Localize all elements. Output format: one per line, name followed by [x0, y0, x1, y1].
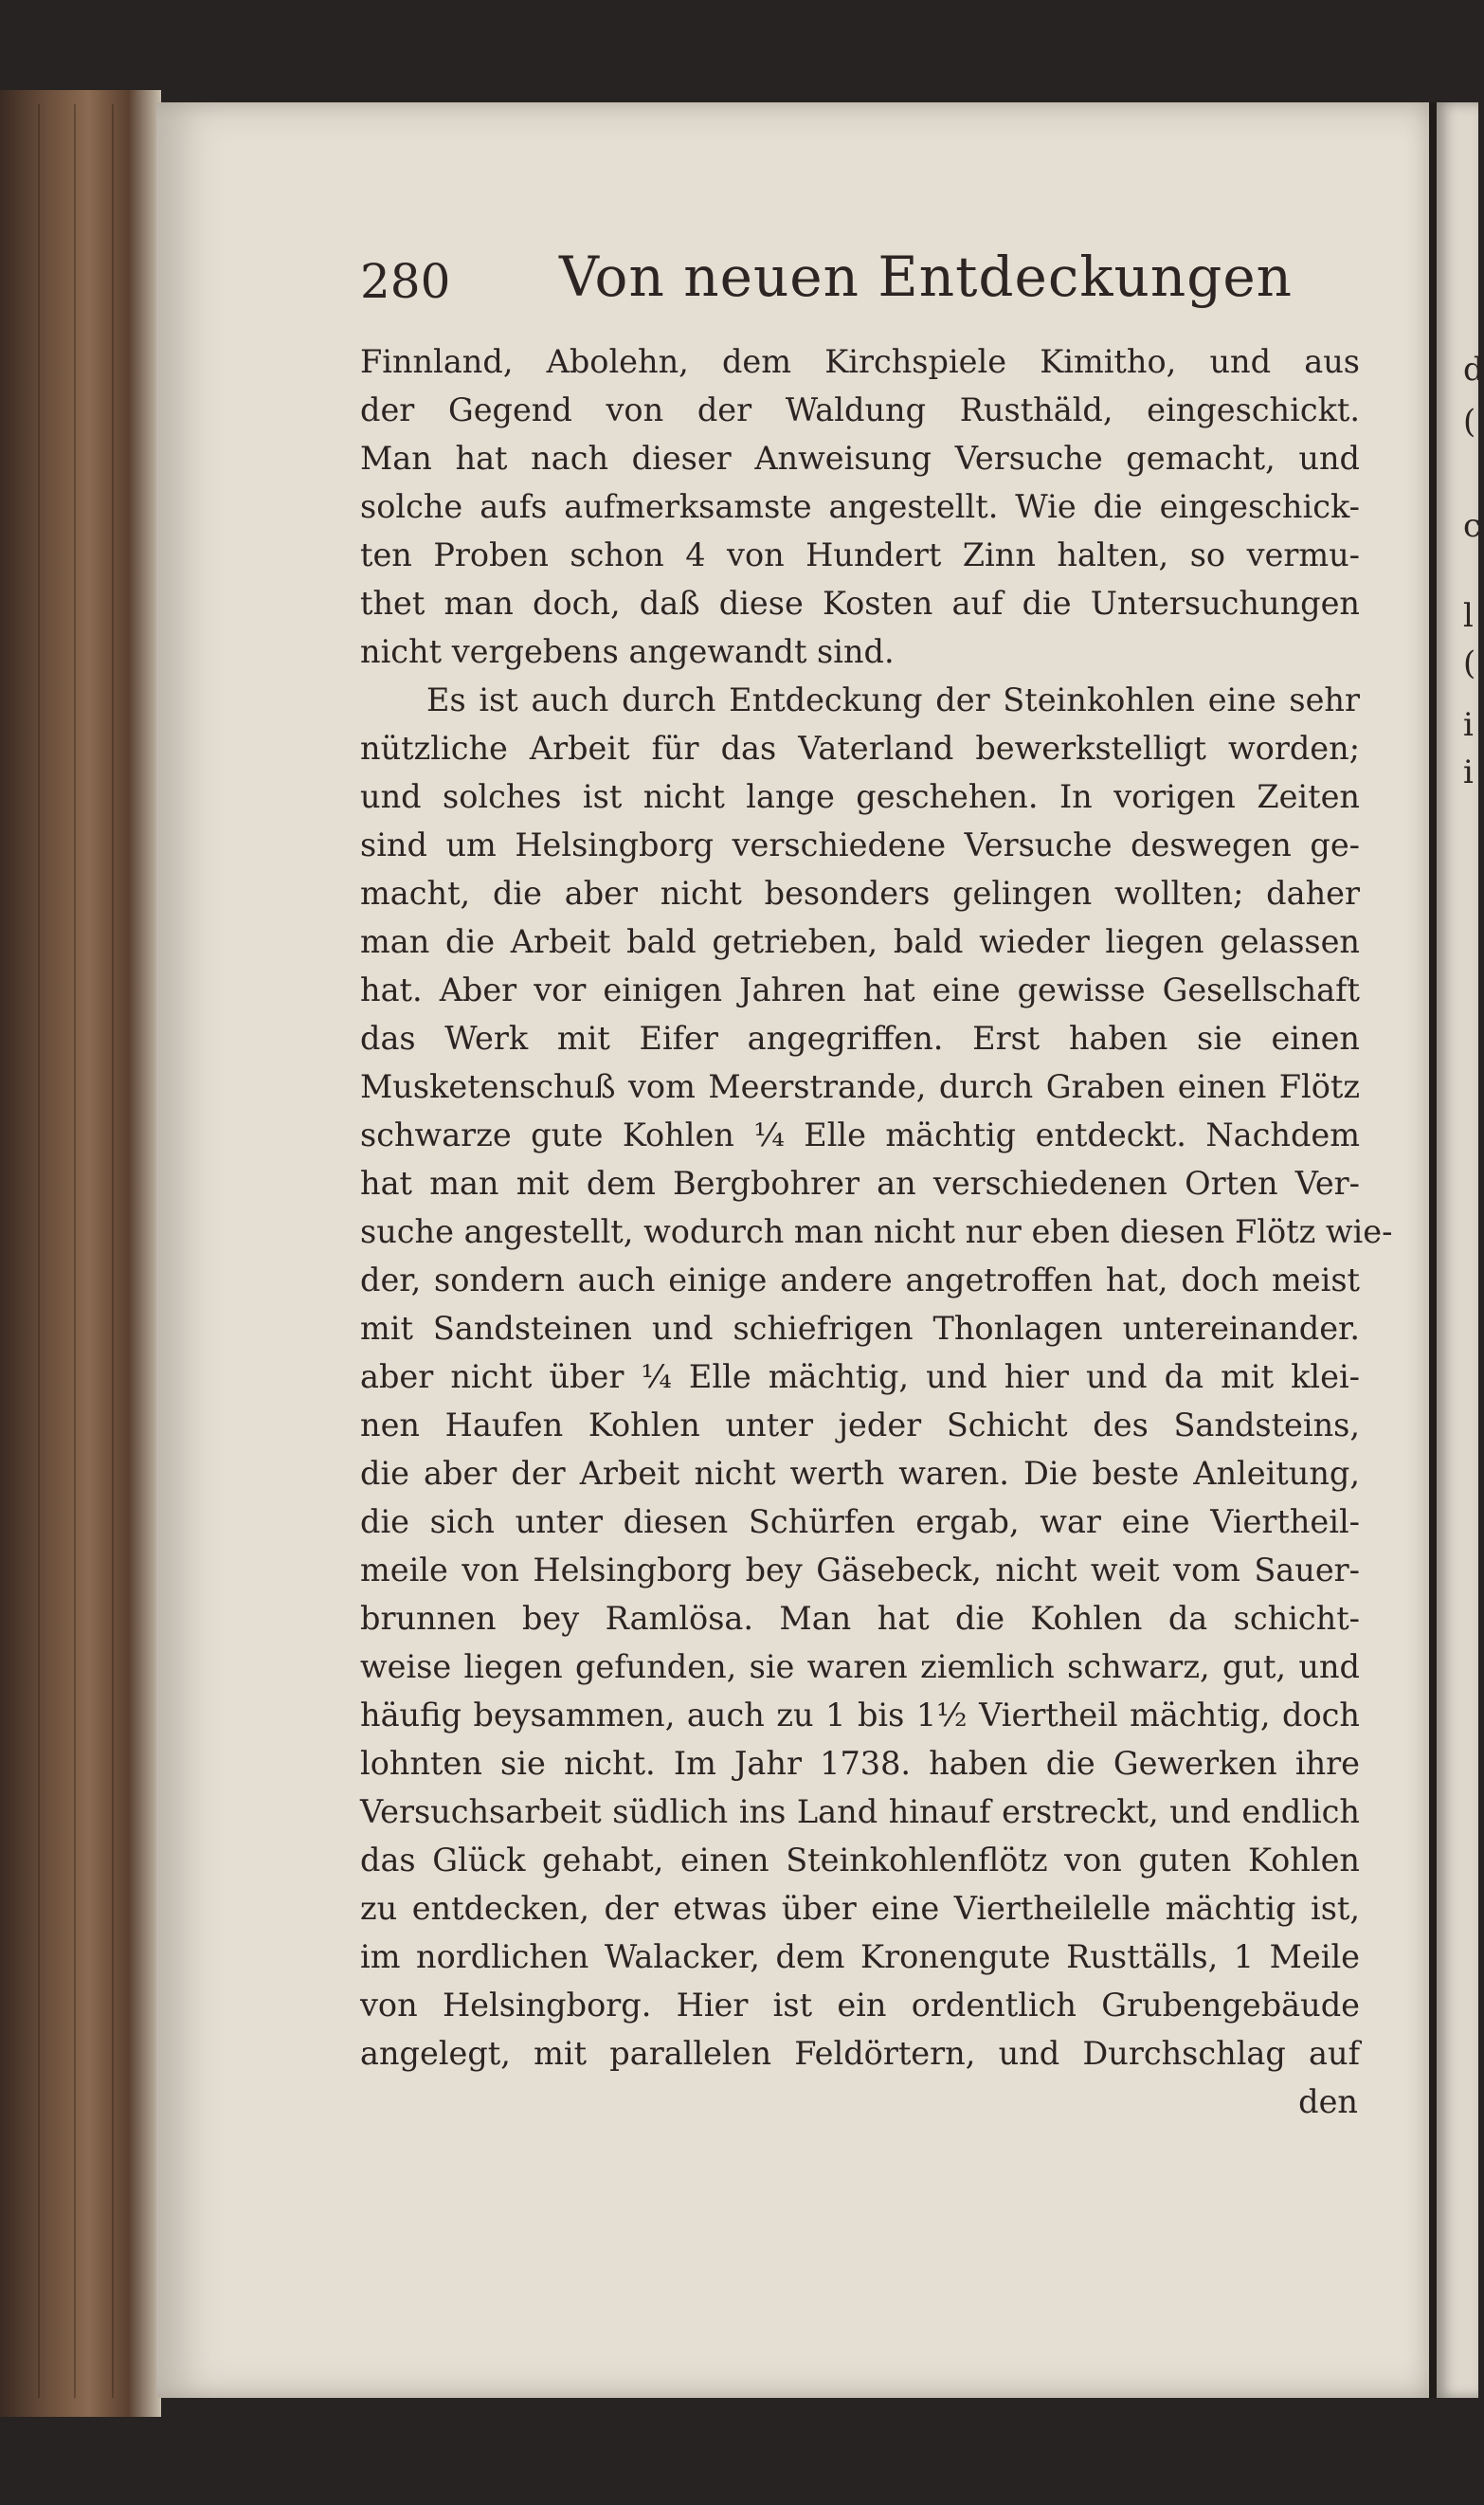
- text-line: brunnen bey Ramlösa. Man hat die Kohlen da schicht-: [360, 1600, 1360, 1637]
- next-page-fragment: c: [1463, 507, 1482, 545]
- next-page-fragment: i: [1463, 706, 1474, 744]
- text-line: von Helsingborg. Hier ist ein ordentlich Grubengebäude: [360, 1987, 1360, 2024]
- page-edge-line: [38, 104, 40, 2398]
- page-edge-line: [74, 104, 76, 2398]
- text-line: hat. Aber vor einigen Jahren hat eine gewisse Gesellschaft: [360, 971, 1360, 1008]
- text-line: Finnland, Abolehn, dem Kirchspiele Kimitho, und aus: [360, 343, 1360, 380]
- book-edge-left: [0, 90, 161, 2417]
- text-line: Versuchsarbeit südlich ins Land hinauf erstreckt, und endlich: [360, 1793, 1360, 1830]
- text-line: im nordlichen Walacker, dem Kronengute Rusttälls, 1 Meile: [360, 1938, 1360, 1975]
- next-page-fragment: d: [1463, 351, 1484, 389]
- next-page-fragment: (: [1463, 644, 1476, 682]
- text-line: sind um Helsingborg verschiedene Versuche deswegen ge-: [360, 826, 1360, 863]
- text-line: meile von Helsingborg bey Gäsebeck, nicht weit vom Sauer-: [360, 1552, 1360, 1588]
- body-text: [360, 337, 1393, 2126]
- text-line: nen Haufen Kohlen unter jeder Schicht des Sandsteins,: [360, 1407, 1360, 1443]
- text-line: der Gegend von der Waldung Rusthäld, eingeschickt.: [360, 391, 1360, 428]
- next-page-fragment: (: [1463, 403, 1476, 441]
- catchword: den: [1298, 2083, 1358, 2120]
- text-line: der, sondern auch einige andere angetroffen hat, doch meist: [360, 1262, 1360, 1298]
- next-page-fragment: i: [1463, 753, 1474, 791]
- next-page-fragment: l: [1463, 597, 1474, 635]
- text-line: hat man mit dem Bergbohrer an verschiedenen Orten Ver-: [360, 1165, 1360, 1202]
- page-number: 280: [360, 254, 451, 309]
- text-line: solche aufs aufmerksamste angestellt. Wie die eingeschick-: [360, 488, 1360, 525]
- text-line: mit Sandsteinen und schiefrigen Thonlagen untereinander.: [360, 1310, 1360, 1347]
- text-line: das Werk mit Eifer angegriffen. Erst haben sie einen: [360, 1020, 1360, 1057]
- text-line: und solches ist nicht lange geschehen. In vorigen Zeiten: [360, 778, 1360, 815]
- text-line: man die Arbeit bald getrieben, bald wieder liegen gelassen: [360, 923, 1360, 960]
- text-line: suche angestellt, wodurch man nicht nur eben diesen Flötz wie-: [360, 1213, 1393, 1250]
- text-line: nicht vergebens angewandt sind.: [360, 633, 895, 670]
- text-line: nützliche Arbeit für das Vaterland bewerkstelligt worden;: [360, 730, 1360, 767]
- running-title: Von neuen Entdeckungen: [559, 245, 1294, 309]
- text-line: macht, die aber nicht besonders gelingen wollten; daher: [360, 875, 1360, 912]
- text-line: lohnten sie nicht. Im Jahr 1738. haben die Gewerken ihre: [360, 1745, 1360, 1782]
- text-line: die sich unter diesen Schürfen ergab, war eine Viertheil-: [360, 1503, 1360, 1540]
- text-line: Man hat nach dieser Anweisung Versuche gemacht, und: [360, 440, 1360, 477]
- text-line: aber nicht über ¼ Elle mächtig, und hier und da mit klei-: [360, 1358, 1360, 1395]
- text-line: weise liegen gefunden, sie waren ziemlich schwarz, gut, und: [360, 1648, 1360, 1685]
- text-line: zu entdecken, der etwas über eine Viertheilelle mächtig ist,: [360, 1890, 1360, 1927]
- next-page-edge: [1437, 102, 1484, 2398]
- page-header: [360, 237, 1365, 322]
- text-line: die aber der Arbeit nicht werth waren. Die beste Anleitung,: [360, 1455, 1360, 1492]
- text-line: schwarze gute Kohlen ¼ Elle mächtig entdeckt. Nachdem: [360, 1116, 1360, 1153]
- text-line: Es ist auch durch Entdeckung der Steinkohlen eine sehr: [426, 681, 1360, 718]
- text-line: thet man doch, daß diese Kosten auf die Untersuchungen: [360, 585, 1360, 622]
- text-line: das Glück gehabt, einen Steinkohlenflötz von guten Kohlen: [360, 1842, 1360, 1879]
- text-line: angelegt, mit parallelen Feldörtern, und Durchschlag auf: [360, 2035, 1360, 2072]
- text-line: Musketenschuß vom Meerstrande, durch Graben einen Flötz: [360, 1068, 1360, 1105]
- text-line: ten Proben schon 4 von Hundert Zinn halten, so vermu-: [360, 536, 1360, 573]
- page-edge-line: [112, 104, 114, 2398]
- text-line: häufig beysammen, auch zu 1 bis 1½ Viertheil mächtig, doch: [360, 1697, 1360, 1734]
